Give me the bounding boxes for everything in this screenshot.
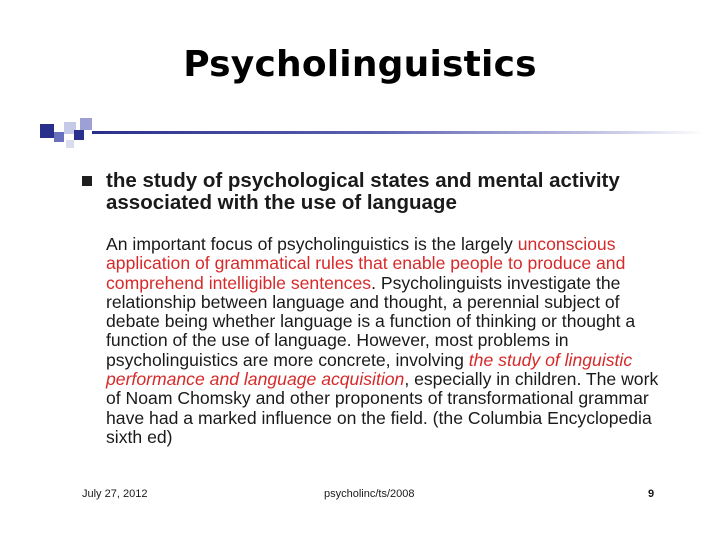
footer-source: psycholinc/ts/2008	[324, 488, 415, 500]
decorative-header-graphic	[40, 118, 680, 152]
deco-square	[66, 140, 74, 148]
deco-square	[54, 132, 64, 142]
highlighted-italic-text: the study of linguistic performance and language acquisition	[106, 349, 633, 390]
deco-square	[74, 130, 84, 140]
body-text: . Psycholinguists investigate the relationship between language and thought, a perennial subject of debate being whether language is a function of thinking or thought a function of the use of language. However, most problems in psycholinguistics are more concrete, involving	[106, 272, 636, 370]
footer-date: July 27, 2012	[82, 488, 148, 500]
square-bullet-icon	[82, 176, 92, 186]
body-text: , especially in children. The work of Noam Chomsky and other proponents of transformational grammar have had a marked influence on the field. (the Columbia Encyclopedia sixth ed)	[106, 369, 659, 447]
deco-square	[80, 118, 92, 130]
body-paragraph	[106, 235, 666, 447]
body-text: An important focus of psycholinguistics is the largely	[106, 234, 513, 254]
bullet-heading: the study of psychological states and mental activity associated with the use of language	[106, 169, 620, 214]
deco-square	[40, 124, 54, 138]
highlighted-text: unconscious application of grammatical rules that enable people to produce and comprehend intelligible sentences	[106, 234, 626, 293]
page-title: Psycholinguistics	[183, 44, 537, 85]
page-number: 9	[648, 488, 655, 500]
header-gradient-bar	[92, 131, 704, 134]
